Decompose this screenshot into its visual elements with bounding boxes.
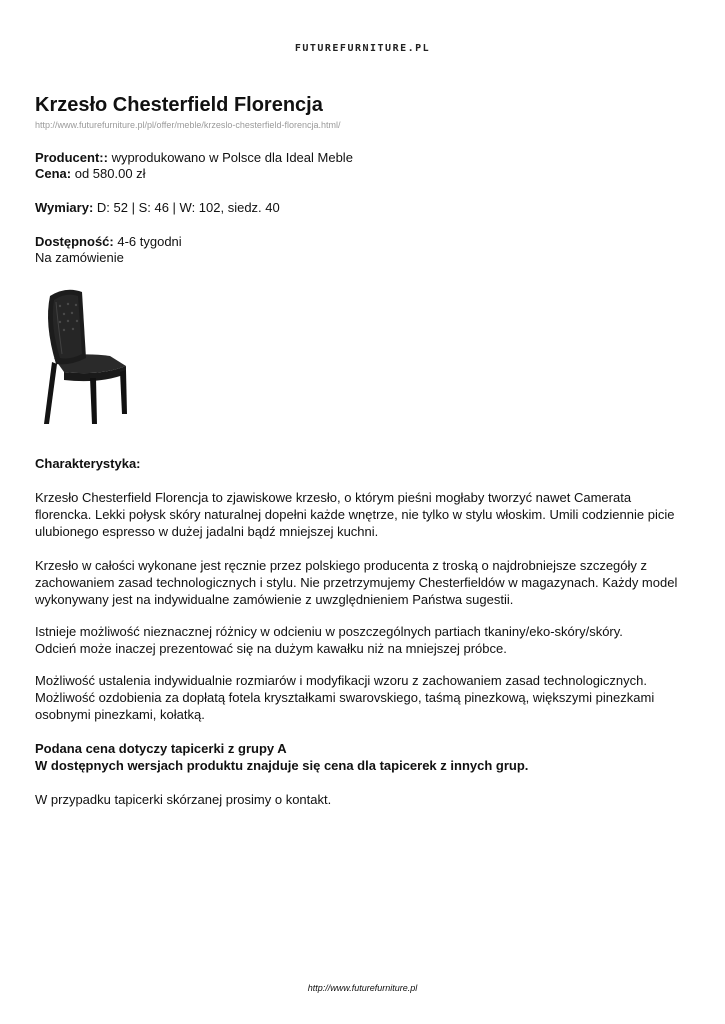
- availability-label: Dostępność:: [35, 234, 114, 249]
- characteristics-heading: Charakterystyka:: [35, 456, 141, 471]
- site-logo: FUTUREFURNITURE.PL: [294, 43, 431, 54]
- description-paragraph-2: Krzesło w całości wykonane jest ręcznie przez polskiego producenta z troską o najdrobniejsze szczegóły z zachowaniem zasad technologicznych i stylu. Nie przetrzymujemy Chesterfieldów w magazynach. Każdy model wykonywany jest na indywidualne zamówienie z uwzględnieniem Państwa sugestii.: [35, 558, 678, 607]
- product-url[interactable]: http://www.futurefurniture.pl/pl/offer/meble/krzeslo-chesterfield-florencja.html/: [35, 120, 341, 130]
- price-group-note: Podana cena dotyczy tapicerki z grupy A: [35, 741, 287, 756]
- price-label: Cena:: [35, 166, 72, 181]
- product-title: Krzesło Chesterfield Florencja: [35, 94, 323, 116]
- dimensions-line: [35, 200, 280, 216]
- description-paragraph-4b: Możliwość ozdobienia za dopłatą fotela kryształkami swarovskiego, taśmą pinezkową, większymi pinezkami osobnymi pinezkami, kołatką.: [35, 690, 655, 722]
- description-paragraph-4a: Możliwość ustalenia indywidualnie rozmiarów i modyfikacji wzoru z zachowaniem zasad technologicznych.: [35, 673, 647, 688]
- availability-note: Na zamówienie: [35, 250, 124, 265]
- producer-line: [35, 150, 353, 166]
- dimensions-label: Wymiary:: [35, 200, 94, 215]
- price-value: od 580.00 zł: [71, 166, 146, 181]
- producer-label: Producent::: [35, 150, 108, 165]
- availability-line: [35, 234, 182, 250]
- producer-value: wyprodukowano w Polsce dla Ideal Meble: [107, 150, 353, 165]
- description-paragraph-3b: Odcień może inaczej prezentować się na dużym kawałku niż na mniejszej próbce.: [35, 641, 507, 656]
- product-image: [30, 284, 130, 434]
- price-versions-note: W dostępnych wersjach produktu znajduje się cena dla tapicerek z innych grup.: [35, 758, 529, 773]
- leather-contact-note: W przypadku tapicerki skórzanej prosimy o kontakt.: [35, 792, 332, 807]
- description-paragraph-1: Krzesło Chesterfield Florencja to zjawiskowe krzesło, o którym pieśni mogłaby tworzyć nawet Camerata florencka. Lekki połysk skóry naturalnej dopełni każde wnętrze, nie tylko w stylu włoskim. Umili codziennie picie ulubionego espresso w dużej jadalni bądź mniejszej kuchni.: [35, 490, 675, 539]
- dimensions-value: D: 52 | S: 46 | W: 102, siedz. 40: [93, 200, 280, 215]
- description-paragraph-3a: Istnieje możliwość nieznacznej różnicy w odcieniu w poszczególnych partiach tkaniny/eko-skóry/skóry.: [35, 624, 623, 639]
- price-line: [35, 166, 146, 182]
- footer-url[interactable]: http://www.futurefurniture.pl: [307, 983, 418, 993]
- availability-value: 4-6 tygodni: [113, 234, 182, 249]
